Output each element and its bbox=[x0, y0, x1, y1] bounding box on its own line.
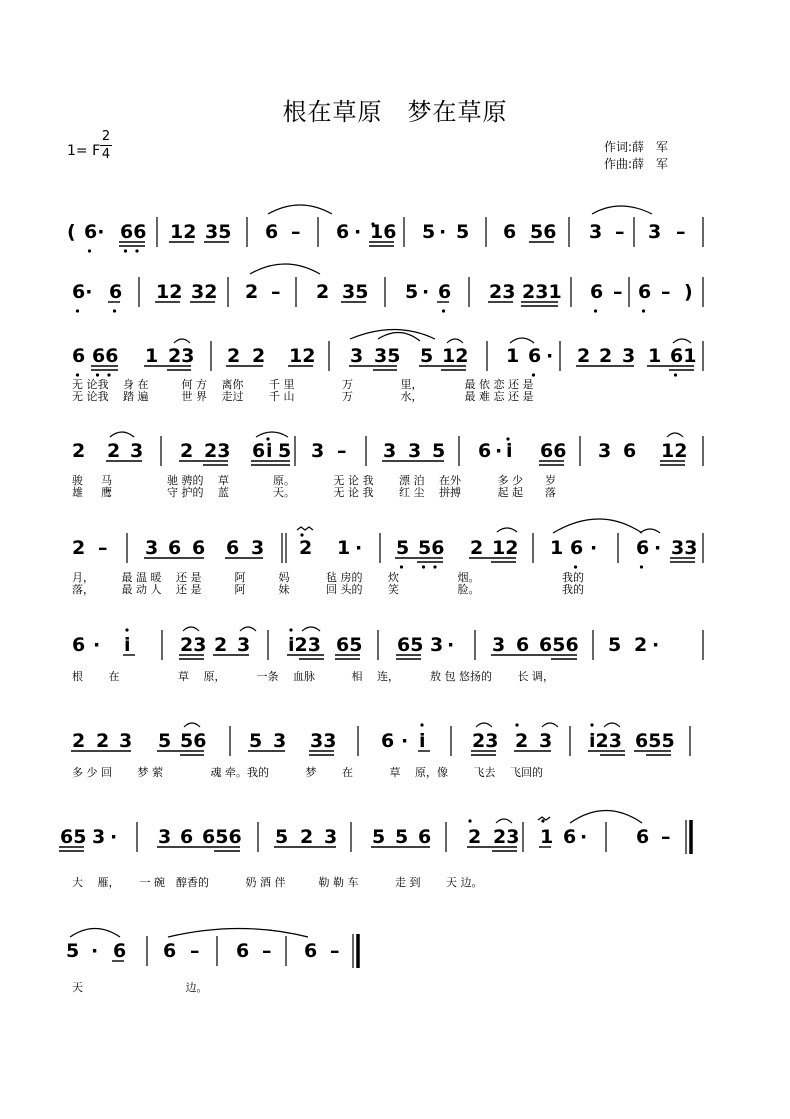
jianpu-note: · bbox=[590, 537, 598, 559]
lyric-line: 天 边。 bbox=[72, 981, 208, 994]
jianpu-note: 6 bbox=[570, 537, 584, 559]
jianpu-note: – bbox=[190, 940, 200, 962]
jianpu-note: 5 bbox=[275, 826, 289, 848]
jianpu-note: 6 bbox=[336, 221, 350, 243]
jianpu-note: 23 bbox=[493, 826, 520, 848]
jianpu-note: 5 bbox=[278, 440, 292, 462]
jianpu-note: 5 bbox=[396, 537, 410, 559]
jianpu-note: 32 bbox=[191, 281, 218, 303]
jianpu-note: 65 bbox=[397, 634, 424, 656]
jianpu-note: 16 bbox=[370, 221, 397, 243]
key-signature: 1= F bbox=[67, 143, 101, 159]
lower-octave-dot bbox=[96, 373, 99, 376]
jianpu-note: 6 bbox=[590, 281, 604, 303]
jianpu-note: 6 bbox=[418, 826, 432, 848]
time-signature-bottom: 4 bbox=[101, 147, 111, 162]
lower-octave-dot bbox=[433, 565, 436, 568]
jianpu-note: 3 bbox=[311, 440, 325, 462]
jianpu-note: · bbox=[422, 281, 430, 303]
lower-octave-dot bbox=[640, 565, 643, 568]
jianpu-note: 6 bbox=[636, 537, 650, 559]
jianpu-note: 3 bbox=[237, 634, 251, 656]
jianpu-note: 12 bbox=[661, 440, 688, 462]
jianpu-note: 56 bbox=[418, 537, 445, 559]
jianpu-note: 5 bbox=[422, 221, 436, 243]
jianpu-note: 6 bbox=[516, 634, 530, 656]
jianpu-note: 3 bbox=[492, 634, 506, 656]
jianpu-note: 56 bbox=[180, 730, 207, 752]
jianpu-note: 33 bbox=[671, 537, 698, 559]
jianpu-note: 6 bbox=[226, 537, 240, 559]
jianpu-note: 3 bbox=[430, 634, 444, 656]
jianpu-note: 35 bbox=[205, 221, 232, 243]
jianpu-note: – bbox=[613, 281, 623, 303]
jianpu-note: 3 bbox=[539, 730, 553, 752]
jianpu-note: i bbox=[266, 440, 273, 462]
jianpu-note: 6 bbox=[168, 537, 182, 559]
jianpu-note: 6 bbox=[528, 345, 542, 367]
jianpu-note: – bbox=[330, 940, 340, 962]
jianpu-note: 65 bbox=[336, 634, 363, 656]
lower-octave-dot bbox=[76, 373, 79, 376]
jianpu-note: 5 bbox=[432, 440, 446, 462]
jianpu-note: – bbox=[271, 281, 281, 303]
jianpu-note: · bbox=[546, 345, 554, 367]
jianpu-note: 6 bbox=[72, 345, 86, 367]
jianpu-note: 5 bbox=[608, 634, 622, 656]
jianpu-note: 3 bbox=[383, 440, 397, 462]
jianpu-note: 6 bbox=[252, 440, 266, 462]
jianpu-note: 2 bbox=[634, 634, 648, 656]
jianpu-note: 2 bbox=[468, 826, 482, 848]
lower-octave-dot bbox=[400, 565, 403, 568]
jianpu-note: 61 bbox=[670, 345, 697, 367]
jianpu-note: 6 bbox=[638, 281, 652, 303]
jianpu-note: 656 bbox=[202, 826, 242, 848]
jianpu-note: 2 bbox=[72, 440, 86, 462]
lyric-line: 骏 马 驰 骋的 草 原。 无 论 我 漂 泊 在外 多 少 岁 bbox=[72, 474, 556, 487]
lyric-line: 雄 鹰 守 护的 蓝 天。 无 论 我 红 尘 拼搏 起 起 落 bbox=[72, 486, 556, 499]
jianpu-note: 66 bbox=[92, 345, 119, 367]
jianpu-note: 23 bbox=[204, 440, 231, 462]
lyric-line: 多 少 回 梦 萦 魂 牵。我的 梦 在 草 原，像 飞去 飞回的 bbox=[72, 766, 543, 779]
lower-octave-dot bbox=[574, 565, 577, 568]
lyric-line: 无 论我 踏 遍 世 界 走过 千 山 万 水， 最 难 忘 还 是 bbox=[72, 390, 534, 403]
lyric-line: 无 论我 身 在 何 方 离你 千 里 万 里， 最 依 恋 还 是 bbox=[72, 378, 534, 391]
jianpu-note: 1 bbox=[145, 345, 159, 367]
jianpu-note: 2 bbox=[599, 345, 613, 367]
jianpu-note: 66 bbox=[540, 440, 567, 462]
jianpu-note: 12 bbox=[170, 221, 197, 243]
jianpu-note: 2 bbox=[72, 730, 86, 752]
jianpu-note: 23 bbox=[168, 345, 195, 367]
jianpu-note: · bbox=[355, 537, 363, 559]
lower-octave-dot bbox=[674, 373, 677, 376]
song-title: 根在草原 梦在草原 bbox=[282, 98, 508, 126]
lower-octave-dot bbox=[642, 309, 645, 312]
jianpu-note: 6 bbox=[180, 826, 194, 848]
lower-octave-dot bbox=[594, 309, 597, 312]
jianpu-note: 1 bbox=[540, 826, 554, 848]
jianpu-note: 35 bbox=[342, 281, 369, 303]
jianpu-note: · bbox=[652, 634, 660, 656]
jianpu-note: 6· bbox=[72, 281, 93, 303]
jianpu-note: – bbox=[676, 221, 686, 243]
jianpu-note: 5 bbox=[420, 345, 434, 367]
jianpu-note: 56 bbox=[530, 221, 557, 243]
jianpu-note: – bbox=[337, 440, 347, 462]
jianpu-note: 5 bbox=[405, 281, 419, 303]
jianpu-note: 6 bbox=[304, 940, 318, 962]
jianpu-note: 2 bbox=[107, 440, 121, 462]
jianpu-note: 2 bbox=[180, 440, 194, 462]
jianpu-note: 3 bbox=[273, 730, 287, 752]
jianpu-note: · bbox=[439, 221, 447, 243]
jianpu-note: 6 bbox=[113, 940, 127, 962]
jianpu-note: 3 bbox=[158, 826, 172, 848]
jianpu-note: 23 bbox=[489, 281, 516, 303]
jianpu-note: 2 bbox=[299, 537, 313, 559]
jianpu-note: 6 bbox=[563, 826, 577, 848]
jianpu-note: 5 bbox=[249, 730, 263, 752]
jianpu-note: 6 bbox=[636, 826, 650, 848]
lyric-line: 落， 最 动 人 还 是 阿 妹 回 头的 笑 脸。 我的 bbox=[72, 583, 584, 596]
jianpu-note: 3 bbox=[350, 345, 364, 367]
jianpu-note: 2 bbox=[515, 730, 529, 752]
jianpu-note: 3 bbox=[119, 730, 133, 752]
jianpu-note: 23 bbox=[472, 730, 499, 752]
lower-octave-dot bbox=[422, 565, 425, 568]
jianpu-note: i bbox=[124, 634, 131, 656]
jianpu-note: 23 bbox=[180, 634, 207, 656]
lower-octave-dot bbox=[113, 309, 116, 312]
jianpu-note: 656 bbox=[539, 634, 579, 656]
jianpu-note: 2 bbox=[227, 345, 241, 367]
jianpu-note: 6 bbox=[236, 940, 250, 962]
jianpu-note: 5 bbox=[66, 940, 80, 962]
jianpu-note: 2 bbox=[245, 281, 259, 303]
jianpu-note: 3 bbox=[408, 440, 422, 462]
jianpu-note: 655 bbox=[635, 730, 675, 752]
jianpu-note: – bbox=[262, 940, 272, 962]
jianpu-note: · bbox=[495, 440, 503, 462]
lower-octave-dot bbox=[532, 373, 535, 376]
lower-octave-dot bbox=[107, 373, 110, 376]
jianpu-note: 3 bbox=[589, 221, 603, 243]
jianpu-note: 6 bbox=[192, 537, 206, 559]
composer-credit: 作曲:薛 军 bbox=[604, 157, 669, 171]
jianpu-note: 12 bbox=[492, 537, 519, 559]
lyricist-credit: 作词:薛 军 bbox=[604, 140, 669, 154]
jianpu-note: · bbox=[110, 826, 118, 848]
jianpu-note: 6 bbox=[381, 730, 395, 752]
jianpu-note: 2 bbox=[252, 345, 266, 367]
jianpu-note: 2 bbox=[300, 826, 314, 848]
jianpu-note: i bbox=[506, 440, 513, 462]
lyric-line: 根 在 草 原， 一条 血脉 相 连， 敖 包 悠扬的 长 调， bbox=[72, 670, 554, 683]
jianpu-note: 6 bbox=[478, 440, 492, 462]
jianpu-note: ) bbox=[684, 281, 693, 303]
jianpu-note: 231 bbox=[522, 281, 562, 303]
jianpu-note: 6 bbox=[72, 634, 86, 656]
jianpu-note: 3 bbox=[145, 537, 159, 559]
jianpu-note: – bbox=[98, 537, 108, 559]
jianpu-note: – bbox=[291, 221, 301, 243]
jianpu-note: 1 bbox=[550, 537, 564, 559]
jianpu-note: 3 bbox=[251, 537, 265, 559]
jianpu-note: 6 bbox=[623, 440, 637, 462]
jianpu-note: 6 bbox=[265, 221, 279, 243]
jianpu-note: 2 bbox=[214, 634, 228, 656]
jianpu-note: 66 bbox=[120, 221, 147, 243]
jianpu-note: i23 bbox=[288, 634, 321, 656]
jianpu-note: 2 bbox=[72, 537, 86, 559]
jianpu-note: 6 bbox=[438, 281, 452, 303]
jianpu-note: 5 bbox=[372, 826, 386, 848]
lyric-line: 大 雁， 一 碗 醇香的 奶 酒 伴 勒 勒 车 走 到 天 边。 bbox=[72, 876, 483, 889]
jianpu-note: 6 bbox=[163, 940, 177, 962]
jianpu-note: i bbox=[419, 730, 426, 752]
lyric-line: 月， 最 温 暖 还 是 阿 妈 毡 房的 炊 烟。 我的 bbox=[72, 571, 584, 584]
jianpu-note: 1 bbox=[337, 537, 351, 559]
jianpu-note: · bbox=[580, 826, 588, 848]
jianpu-note: 5 bbox=[395, 826, 409, 848]
lower-octave-dot bbox=[442, 309, 445, 312]
jianpu-note: 6 bbox=[503, 221, 517, 243]
jianpu-note: 12 bbox=[442, 345, 469, 367]
time-signature-top: 2 bbox=[101, 129, 111, 144]
jianpu-note: 3 bbox=[92, 826, 106, 848]
jianpu-note: · bbox=[93, 634, 101, 656]
jianpu-note: 1 bbox=[648, 345, 662, 367]
jianpu-note: 12 bbox=[156, 281, 183, 303]
jianpu-note: 3 bbox=[324, 826, 338, 848]
jianpu-note: 2 bbox=[316, 281, 330, 303]
jianpu-note: 5 bbox=[158, 730, 172, 752]
jianpu-note: 12 bbox=[289, 345, 316, 367]
jianpu-note: 6 bbox=[109, 281, 123, 303]
jianpu-note: – bbox=[661, 826, 671, 848]
lower-octave-dot bbox=[135, 249, 138, 252]
lower-octave-dot bbox=[76, 309, 79, 312]
jianpu-note: 2 bbox=[577, 345, 591, 367]
jianpu-note: 33 bbox=[310, 730, 337, 752]
jianpu-note: 5 bbox=[456, 221, 470, 243]
jianpu-note: – bbox=[661, 281, 671, 303]
jianpu-note: · bbox=[654, 537, 662, 559]
lyrics-layer bbox=[72, 377, 584, 994]
jianpu-note: 3 bbox=[648, 221, 662, 243]
jianpu-note: i23 bbox=[589, 730, 622, 752]
jianpu-note: 1 bbox=[506, 345, 520, 367]
jianpu-note: · bbox=[401, 730, 409, 752]
jianpu-note: · bbox=[91, 940, 99, 962]
jianpu-note: 3 bbox=[598, 440, 612, 462]
jianpu-note: · bbox=[354, 221, 362, 243]
jianpu-note: 2 bbox=[96, 730, 110, 752]
lower-octave-dot bbox=[124, 249, 127, 252]
jianpu-note: 65 bbox=[60, 826, 87, 848]
jianpu-note: ( bbox=[67, 221, 76, 243]
jianpu-note: · bbox=[447, 634, 455, 656]
jianpu-note: – bbox=[615, 221, 625, 243]
jianpu-note: 3 bbox=[622, 345, 636, 367]
jianpu-note: 2 bbox=[470, 537, 484, 559]
jianpu-note: 6· bbox=[84, 221, 105, 243]
jianpu-note: 35 bbox=[374, 345, 401, 367]
lower-octave-dot bbox=[88, 249, 91, 252]
jianpu-note: 3 bbox=[130, 440, 144, 462]
